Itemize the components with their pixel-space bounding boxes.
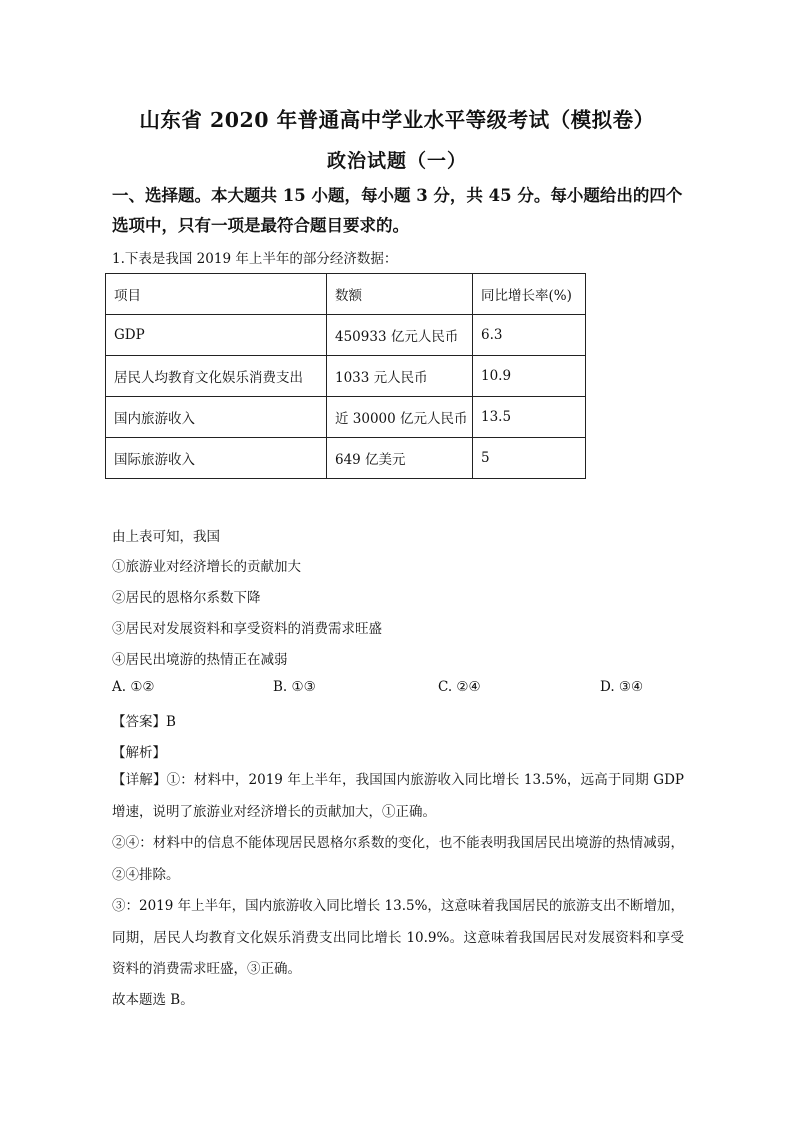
answer-label: 【答案】B: [112, 714, 176, 730]
table-cell: 国际旅游收入: [106, 438, 327, 479]
table-cell: 649 亿美元: [327, 438, 473, 479]
option-b: B. ①③: [273, 679, 316, 695]
table-cell: 近 30000 亿元人民币: [327, 397, 473, 438]
table-header-cell: 数额: [327, 274, 473, 315]
table-header-row: [106, 274, 586, 315]
option-c: C. ②④: [438, 679, 481, 695]
exam-subtitle: 政治试题（一）: [326, 150, 467, 172]
exam-title: 山东省 2020 年普通高中学业水平等级考试（模拟卷）: [139, 108, 655, 132]
table-row: [106, 315, 586, 356]
section-heading: 一、选择题。本大题共 15 小题，每小题 3 分，共 45 分。每小题给出的四个选项中，只有一项是最符合题目要求的。: [112, 186, 683, 235]
table-cell: 国内旅游收入: [106, 397, 327, 438]
table-cell: 居民人均教育文化娱乐消费支出: [106, 356, 327, 397]
statement-item: ②居民的恩格尔系数下降: [112, 590, 261, 606]
table-header-cell: 同比增长率(%): [473, 274, 586, 315]
table-row: [106, 356, 586, 397]
table-cell: 13.5: [473, 397, 586, 438]
table-cell: GDP: [106, 315, 327, 356]
statement-item: ①旅游业对经济增长的贡献加大: [112, 559, 301, 575]
analysis-paragraph: ②④：材料中的信息不能体现居民恩格尔系数的变化，也不能表明我国居民出境游的热情减弱，②④排除。: [112, 835, 684, 883]
conclusion-line: 故本题选 B。: [112, 992, 194, 1008]
question-lead: 由上表可知，我国: [112, 529, 220, 545]
analysis-paragraph: 【详解】①：材料中，2019 年上半年，我国国内旅游收入同比增长 13.5%，远高于同期 GDP 增速，说明了旅游业对经济增长的贡献加大，①正确。: [112, 772, 684, 820]
table-cell: 450933 亿元人民币: [327, 315, 473, 356]
table-row: [106, 438, 586, 479]
statement-item: ④居民出境游的热情正在减弱: [112, 652, 288, 668]
table-row: [106, 397, 586, 438]
option-a: A. ①②: [112, 679, 155, 695]
statement-item: ③居民对发展资料和享受资料的消费需求旺盛: [112, 621, 382, 637]
analysis-label: 【解析】: [112, 745, 166, 761]
table-cell: 1033 元人民币: [327, 356, 473, 397]
table-header-cell: 项目: [106, 274, 327, 315]
analysis-paragraph: ③：2019 年上半年，国内旅游收入同比增长 13.5%，这意味着我国居民的旅游支出不断增加，同期，居民人均教育文化娱乐消费支出同比增长 10.9%。这意味着我国居民对发展资料和享受资料的消费需求旺盛，③正确。: [112, 898, 684, 977]
table-cell: 6.3: [473, 315, 586, 356]
question-stem: 1.下表是我国 2019 年上半年的部分经济数据：: [112, 251, 398, 267]
table-cell: 5: [473, 438, 586, 479]
table-cell: 10.9: [473, 356, 586, 397]
option-d: D. ③④: [600, 679, 644, 695]
economic-data-table: [105, 273, 586, 479]
